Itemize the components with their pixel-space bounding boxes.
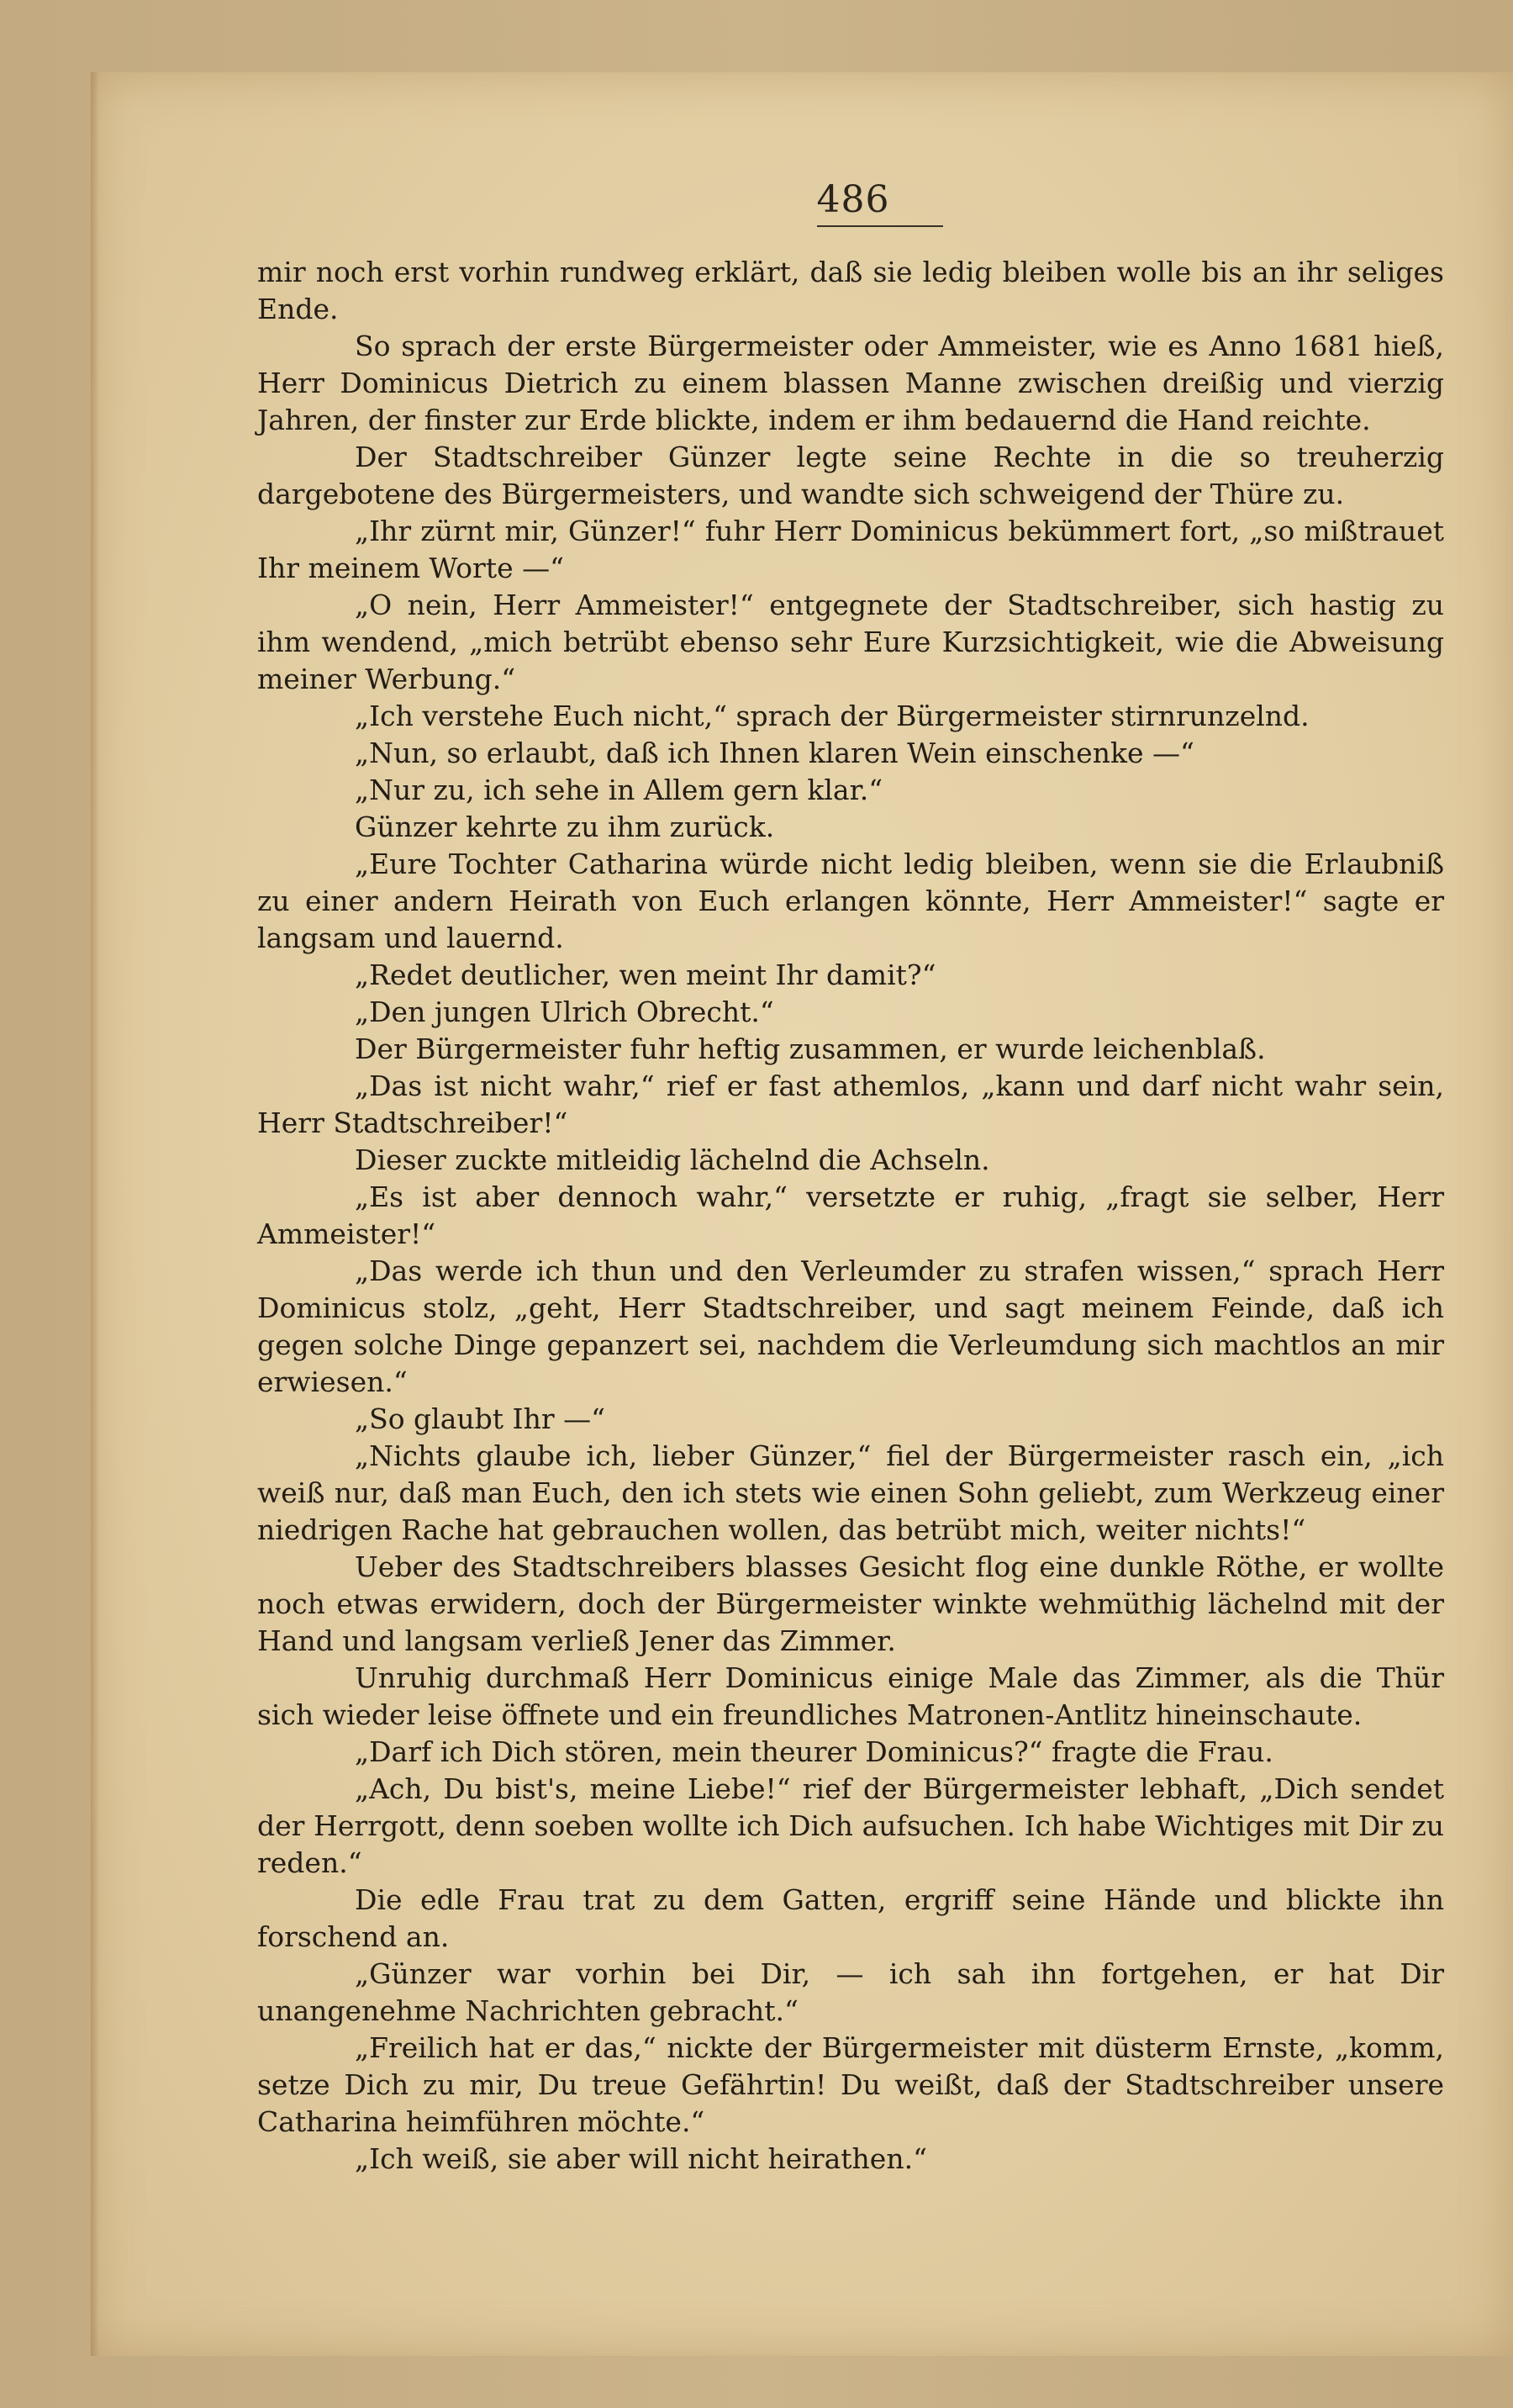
page-number-rule [817, 225, 943, 227]
paragraph: Unruhig durchmaß Herr Dominicus einige Male das Zimmer, als die Thür sich wieder leise öffnete und ein freundliches Matronen-Antlitz hineinschaute. [257, 1661, 1444, 1731]
paragraph: Der Bürgermeister fuhr heftig zusammen, er wurde leichenblaß. [355, 1032, 1266, 1065]
paragraph: „Eure Tochter Catharina würde nicht ledig bleiben, wenn sie die Erlaubniß zu einer andern Heirath von Euch erlangen könnte, Herr Ammeister!“ sagte er langsam und lauernd. [257, 848, 1444, 954]
paragraph: Günzer kehrte zu ihm zurück. [355, 811, 775, 843]
paragraph: „Das werde ich thun und den Verleumder zu strafen wissen,“ sprach Herr Dominicus stolz, „geht, Herr Stadtschreiber, und sagt meinem Feinde, daß ich gegen solche Dinge gepanzert sei, nachdem die Verleumdung sich machtlos an mir erwiesen.“ [257, 1254, 1444, 1398]
paragraph: So sprach der erste Bürgermeister oder Ammeister, wie es Anno 1681 hieß, Herr Dominicus Dietrich zu einem blassen Manne zwischen dreißig und vierzig Jahren, der finster zur Erde blickte, indem er ihm bedauernd die Hand reichte. [257, 330, 1444, 436]
paragraph: „Darf ich Dich stören, mein theurer Dominicus?“ fragte die Frau. [355, 1735, 1273, 1768]
page-edge-shadow [91, 72, 99, 2356]
paragraph: „So glaubt Ihr —“ [355, 1402, 605, 1435]
paragraph: „Den jungen Ulrich Obrecht.“ [355, 995, 774, 1028]
paragraph: Dieser zuckte mitleidig lächelnd die Achseln. [355, 1143, 990, 1176]
paragraph: „Nur zu, ich sehe in Allem gern klar.“ [355, 774, 883, 806]
paragraph: Ueber des Stadtschreibers blasses Gesicht flog eine dunkle Röthe, er wollte noch etwas erwidern, doch der Bürgermeister winkte wehmüthig lächelnd mit der Hand und langsam verließ Jener das Zimmer. [257, 1550, 1444, 1657]
paragraph: „Nichts glaube ich, lieber Günzer,“ fiel der Bürgermeister rasch ein, „ich weiß nur, daß man Euch, den ich stets wie einen Sohn geliebt, zum Werkzeug einer niedrigen Rache hat gebrauchen wollen, das betrübt mich, weiter nichts!“ [257, 1439, 1444, 1546]
paragraph: „Ich verstehe Euch nicht,“ sprach der Bürgermeister stirnrunzelnd. [355, 700, 1310, 732]
paragraph: mir noch erst vorhin rundweg erklärt, daß sie ledig bleiben wolle bis an ihr seliges Ende. [257, 256, 1444, 325]
paragraph: „Redet deutlicher, wen meint Ihr damit?“ [355, 958, 936, 991]
text-column [257, 254, 1444, 2178]
paragraph: „Ich weiß, sie aber will nicht heirathen.“ [355, 2142, 927, 2175]
paragraph: „Das ist nicht wahr,“ rief er fast athemlos, „kann und darf nicht wahr sein, Herr Stadtschreiber!“ [257, 1069, 1444, 1139]
paragraph: „Es ist aber dennoch wahr,“ versetzte er ruhig, „fragt sie selber, Herr Ammeister!“ [257, 1180, 1444, 1250]
paragraph: Die edle Frau trat zu dem Gatten, ergriff seine Hände und blickte ihn forschend an. [257, 1883, 1444, 1953]
paragraph: „Günzer war vorhin bei Dir, — ich sah ihn fortgehen, er hat Dir unangenehme Nachrichten gebracht.“ [257, 1957, 1444, 2027]
paragraph: Der Stadtschreiber Günzer legte seine Rechte in die so treuherzig dargebotene des Bürgermeisters, und wandte sich schweigend der Thüre zu. [257, 441, 1444, 510]
page-number: 486 [816, 178, 890, 221]
paragraph: „Ihr zürnt mir, Günzer!“ fuhr Herr Dominicus bekümmert fort, „so mißtrauet Ihr meinem Worte —“ [257, 515, 1444, 584]
paragraph: „Freilich hat er das,“ nickte der Bürgermeister mit düsterm Ernste, „komm, setze Dich zu mir, Du treue Gefährtin! Du weißt, daß der Stadtschreiber unsere Catharina heimführen möchte.“ [257, 2031, 1444, 2138]
paragraph: „Ach, Du bist's, meine Liebe!“ rief der Bürgermeister lebhaft, „Dich sendet der Herrgott, denn soeben wollte ich Dich aufsuchen. Ich habe Wichtiges mit Dir zu reden.“ [257, 1772, 1444, 1879]
paragraph: „Nun, so erlaubt, daß ich Ihnen klaren Wein einschenke —“ [355, 737, 1194, 769]
paragraph: „O nein, Herr Ammeister!“ entgegnete der Stadtschreiber, sich hastig zu ihm wendend, „mich betrübt ebenso sehr Eure Kurzsichtigkeit, wie die Abweisung meiner Werbung.“ [257, 589, 1444, 695]
